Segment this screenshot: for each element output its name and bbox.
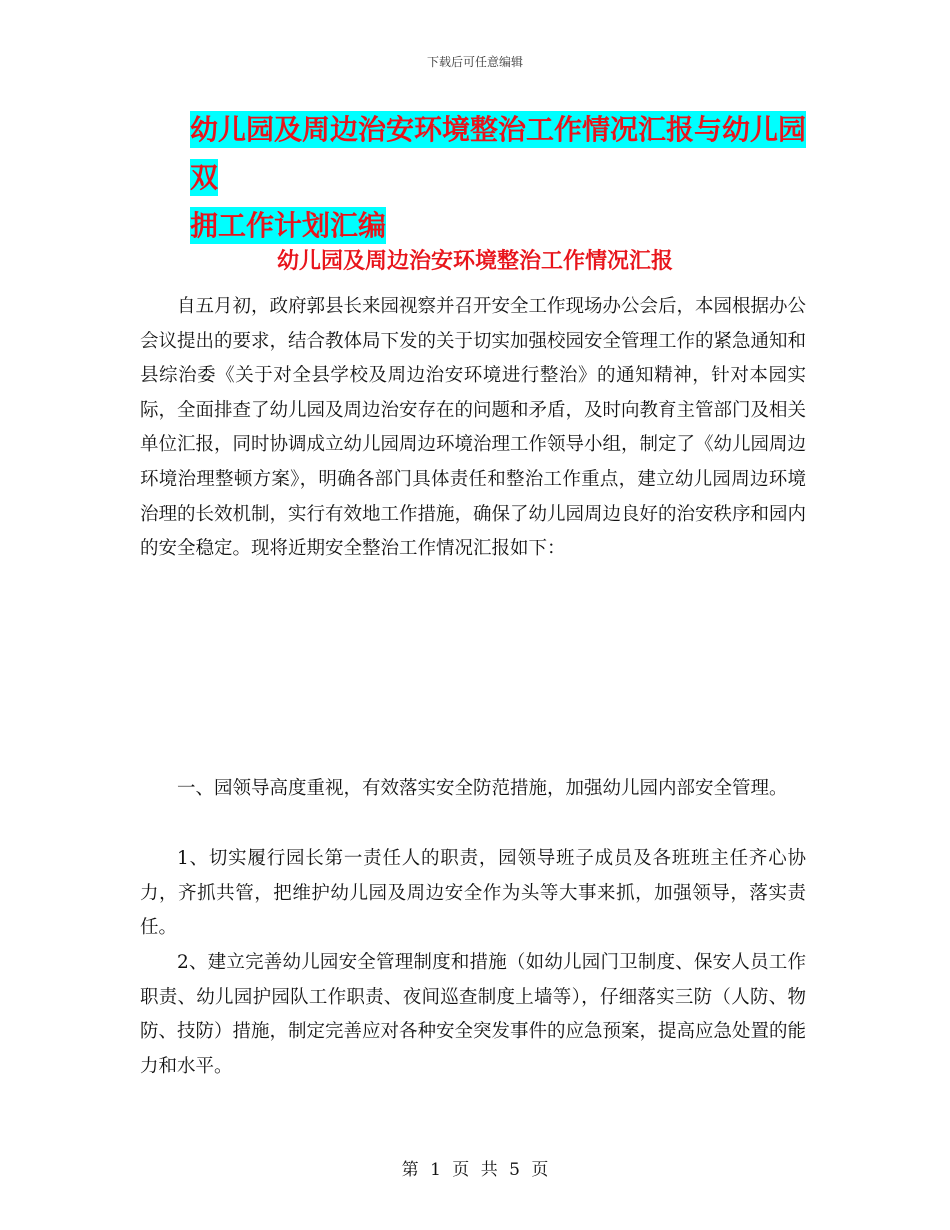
page-indicator: 第 1 页 共 5 页 — [401, 1160, 549, 1180]
paragraph-item-2: 2、建立完善幼儿园安全管理制度和措施（如幼儿园门卫制度、保安人员工作职责、幼儿园护园队工作职责、夜间巡查制度上墙等），仔细落实三防（人防、物防、技防）措施，制定完善应对各种安全突发事件的应急预案，提高应急处置的能力和水平。 — [140, 952, 807, 1077]
section-title: 幼儿园及周边治安环境整治工作情况汇报 — [276, 249, 673, 274]
paragraph-item-1: 1、切实履行园长第一责任人的职责，园领导班子成员及各班班主任齐心协力，齐抓共管，把维护幼儿园及周边安全作为头等大事来抓，加强领导，落实责任。 — [140, 848, 806, 939]
document-title-line-2: 拥工作计划汇编 — [190, 209, 387, 242]
document-title-line-1: 幼儿园及周边治安环境整治工作情况汇报与幼儿园双 — [190, 113, 807, 194]
paragraph-section-one: 一、园领导高度重视，有效落实安全防范措施，加强幼儿园内部安全管理。 — [177, 778, 788, 799]
document-title — [190, 106, 810, 250]
header-note: 下载后可任意编辑 — [426, 55, 523, 69]
paragraph-intro: 自五月初，政府郭县长来园视察并召开安全工作现场办公会后，本园根据办公会议提出的要求，结合教体局下发的关于切实加强校园安全管理工作的紧急通知和县综治委《关于对全县学校及周边治安环境进行整治》的通知精神，针对本园实际，全面排查了幼儿园及周边治安存在的问题和矛盾，及时向教育主管部门及相关单位汇报，同时协调成立幼儿园周边环境治理工作领导小组，制定了《幼儿园周边环境治理整顿方案》，明确各部门具体责任和整治工作重点，建立幼儿园周边环境治理的长效机制，实行有效地工作措施，确保了幼儿园周边良好的治安秩序和园内的安全稳定。现将近期安全整治工作情况汇报如下： — [140, 296, 807, 560]
